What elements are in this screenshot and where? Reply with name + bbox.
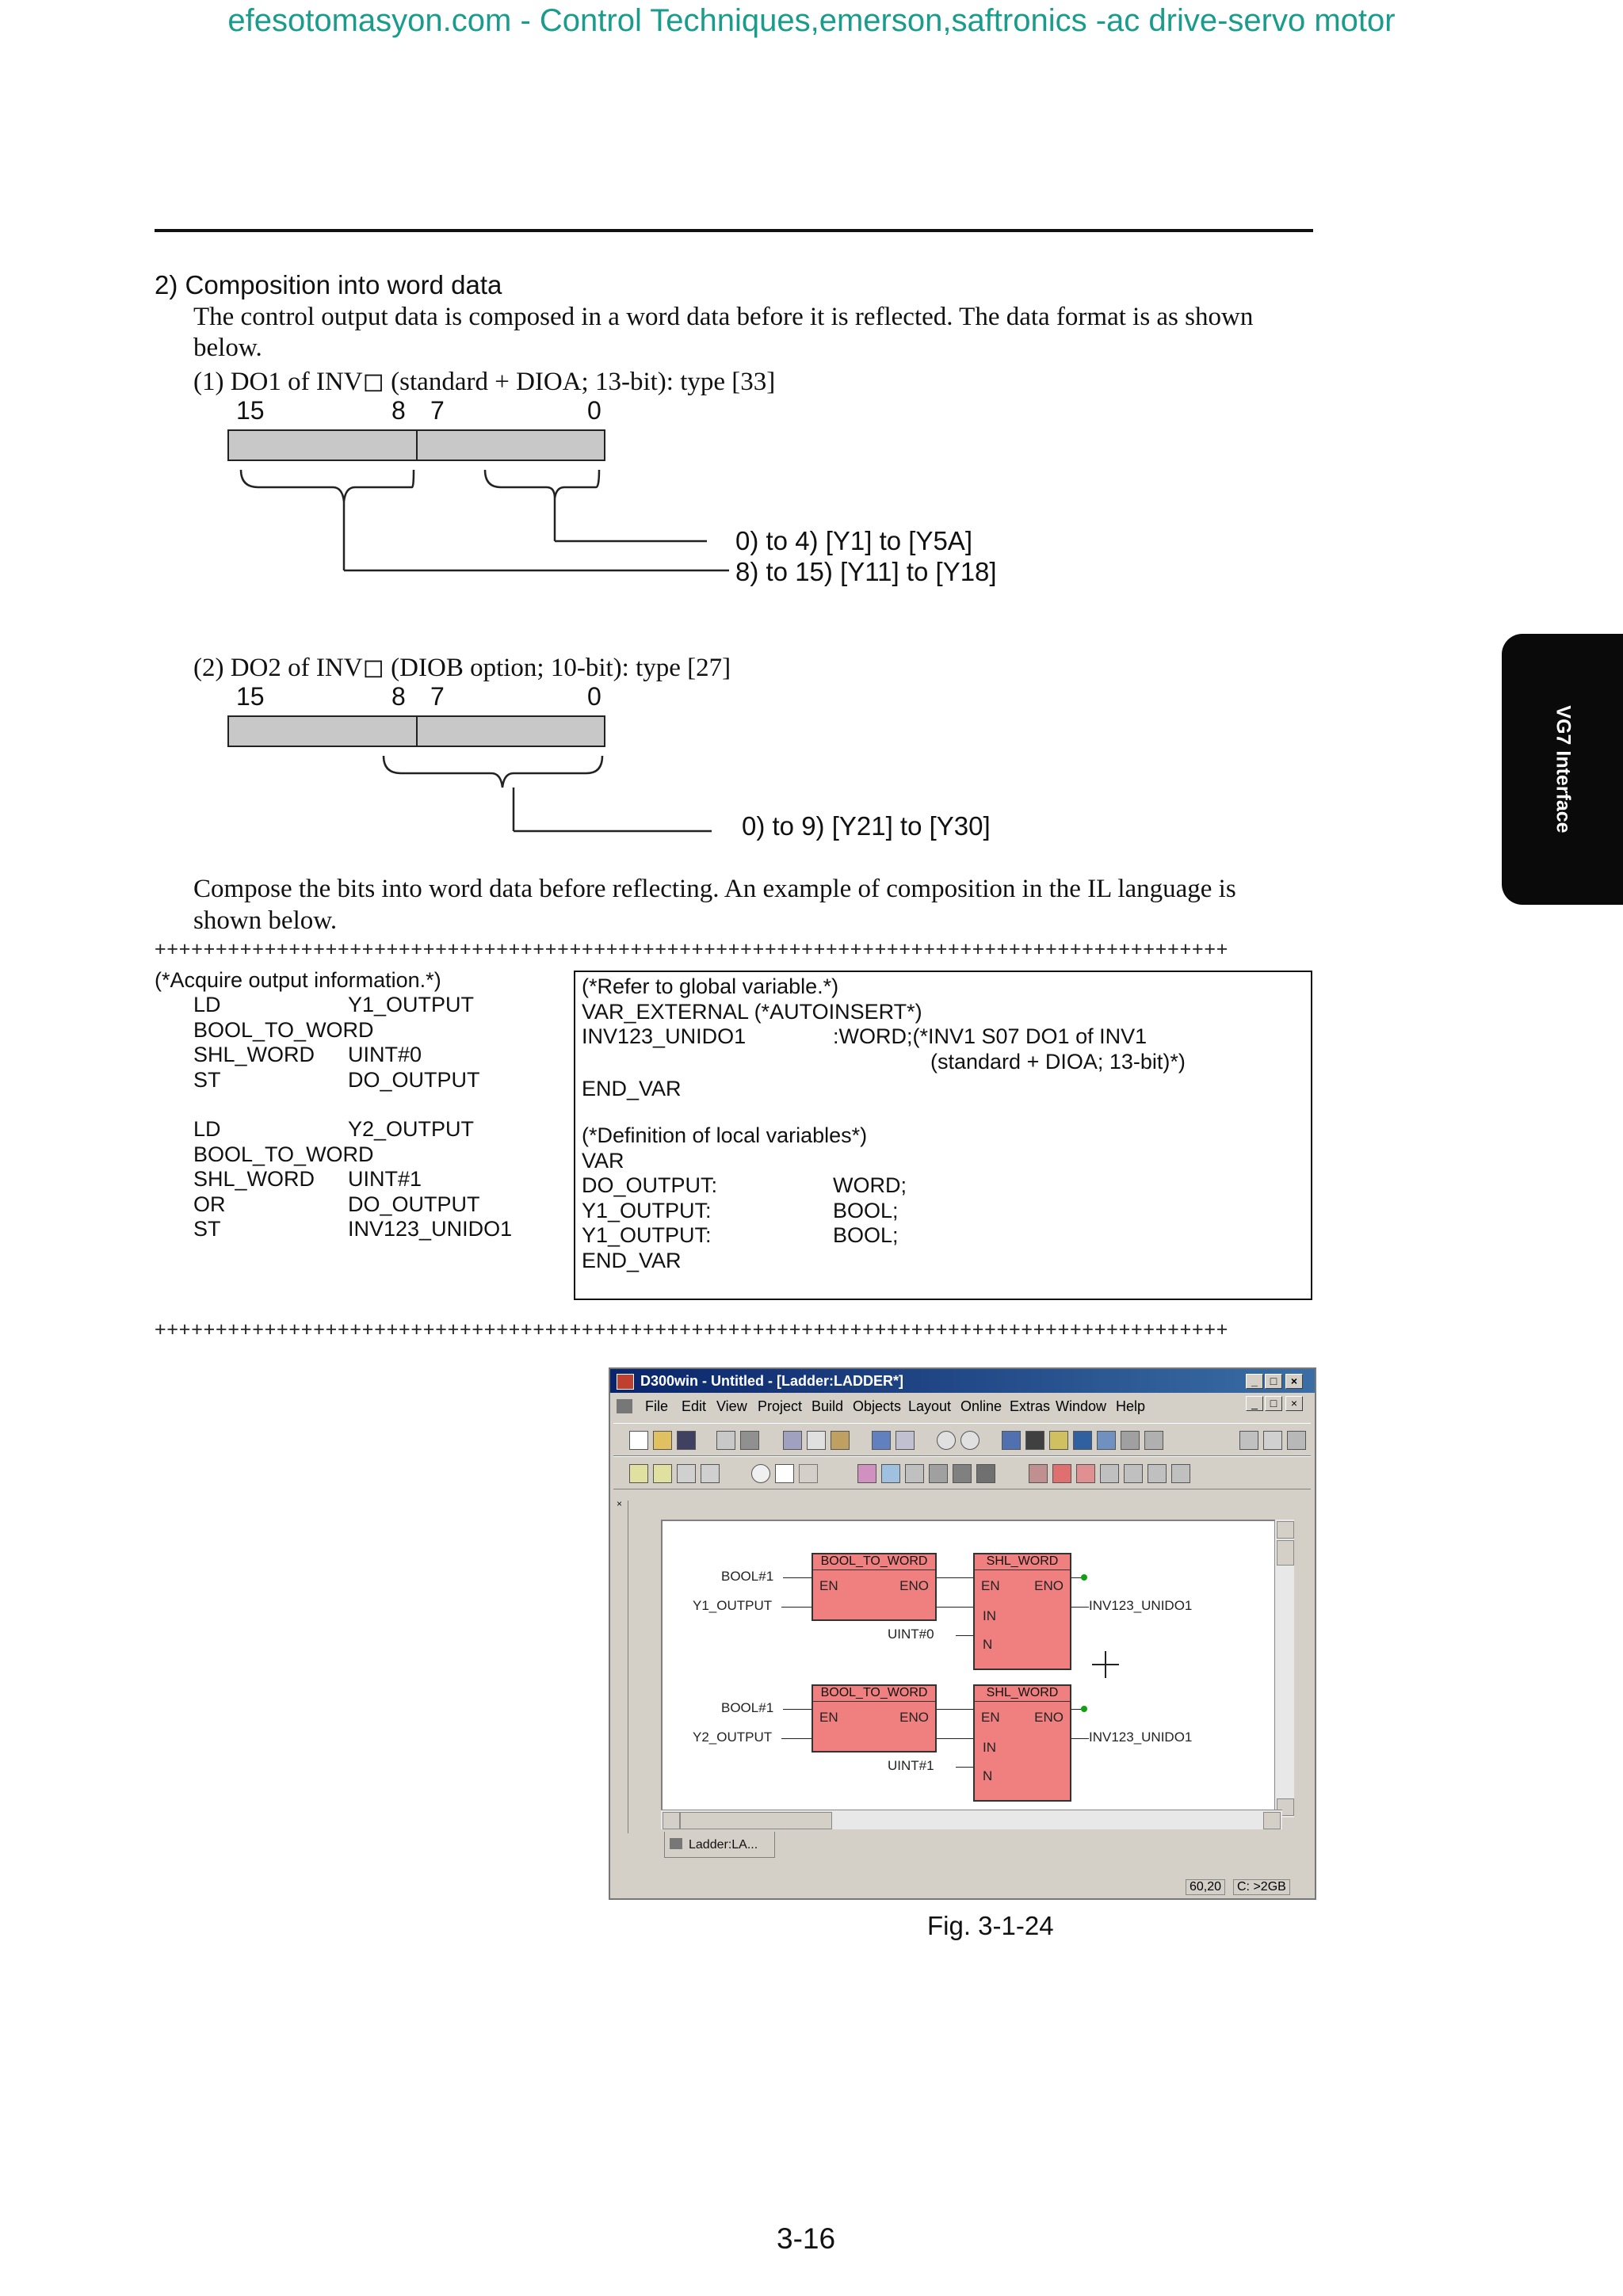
scroll-left-icon[interactable] bbox=[663, 1812, 680, 1829]
compose-line-2: shown below. bbox=[193, 906, 338, 935]
copy-icon[interactable] bbox=[807, 1431, 826, 1450]
separator-top: ++++++++++++++++++++++++++++++++++++++++++++++++++++++++++++++++++++++++++++++++++++++++ bbox=[155, 938, 1229, 960]
settings-icon[interactable] bbox=[1239, 1431, 1258, 1450]
coil-icon[interactable] bbox=[881, 1464, 900, 1483]
print-icon[interactable] bbox=[740, 1431, 759, 1450]
doc-close-icon[interactable]: × bbox=[1285, 1396, 1303, 1411]
var-inv-line-2: (standard + DIOA; 13-bit)*) bbox=[930, 1049, 1186, 1074]
var-keyword: VAR bbox=[582, 1148, 624, 1173]
il-comment: (*Acquire output information.*) bbox=[155, 968, 441, 992]
var-local-line: Y1_OUTPUT: BOOL; bbox=[582, 1198, 899, 1222]
il-line: SHL_WORD UINT#0 bbox=[193, 1043, 422, 1066]
tool-icon[interactable] bbox=[1263, 1431, 1282, 1450]
pin-in: IN bbox=[983, 1740, 996, 1755]
menu-bar bbox=[610, 1393, 1315, 1420]
pin-eno: ENO bbox=[1034, 1578, 1064, 1593]
fb-bool-to-word-1[interactable] bbox=[812, 1553, 937, 1621]
do2-bracket bbox=[372, 749, 721, 837]
line-icon[interactable] bbox=[799, 1464, 818, 1483]
il-line: OR DO_OUTPUT bbox=[193, 1192, 480, 1216]
separator-bottom: ++++++++++++++++++++++++++++++++++++++++++++++++++++++++++++++++++++++++++++++++++++++++ bbox=[155, 1318, 1229, 1341]
pin-in: IN bbox=[983, 1608, 996, 1623]
pin-n: N bbox=[983, 1768, 993, 1783]
do1-legend-1: 0) to 4) [Y1] to [Y5A] bbox=[735, 526, 972, 555]
wire bbox=[1071, 1607, 1089, 1608]
var-end-1: END_VAR bbox=[582, 1077, 682, 1100]
branch-icon[interactable] bbox=[1100, 1464, 1119, 1483]
window-icon[interactable] bbox=[1121, 1431, 1140, 1450]
page-number: 3-16 bbox=[777, 2222, 836, 2255]
il-line: LD Y1_OUTPUT bbox=[193, 993, 475, 1016]
output-var-2: INV123_UNIDO1 bbox=[1089, 1730, 1193, 1745]
branch-close-icon[interactable] bbox=[1124, 1464, 1143, 1483]
il-line: SHL_WORD UINT#1 bbox=[193, 1167, 422, 1191]
menu-build[interactable]: Build bbox=[812, 1398, 844, 1414]
fb-title: BOOL_TO_WORD bbox=[813, 1554, 935, 1570]
ladder-canvas[interactable] bbox=[661, 1520, 1282, 1817]
status-disk: C: >2GB bbox=[1233, 1879, 1290, 1895]
paste-icon[interactable] bbox=[831, 1431, 850, 1450]
pointer-icon[interactable] bbox=[775, 1464, 794, 1483]
il-line: ST INV123_UNIDO1 bbox=[193, 1217, 513, 1241]
side-tab bbox=[1502, 634, 1623, 905]
wire bbox=[783, 1709, 812, 1710]
menu-layout[interactable]: Layout bbox=[908, 1398, 952, 1414]
var-comment-global: (*Refer to global variable.*) bbox=[582, 974, 839, 998]
scroll-right-icon[interactable] bbox=[1263, 1812, 1281, 1829]
fb-shl-word-1[interactable] bbox=[973, 1553, 1071, 1670]
app-window bbox=[609, 1367, 1316, 1900]
task-icon[interactable] bbox=[1144, 1431, 1163, 1450]
var-external: VAR_EXTERNAL (*AUTOINSERT*) bbox=[582, 999, 922, 1024]
tab-label: Ladder:LA... bbox=[689, 1838, 758, 1852]
zoom-out-icon[interactable] bbox=[960, 1431, 980, 1450]
ladder-tab-icon bbox=[670, 1838, 682, 1849]
intro-line-2: below. bbox=[193, 334, 262, 362]
contact-icon[interactable] bbox=[857, 1464, 876, 1483]
contact-nc-icon[interactable] bbox=[1052, 1464, 1071, 1483]
top-rule bbox=[155, 229, 1313, 232]
do2-register bbox=[227, 715, 605, 747]
menu-file[interactable]: File bbox=[645, 1398, 669, 1414]
input-uint-0: UINT#0 bbox=[888, 1627, 934, 1642]
fb-bool-to-word-2[interactable] bbox=[812, 1684, 937, 1753]
menu-online[interactable]: Online bbox=[960, 1398, 1002, 1414]
eno-output-dot bbox=[1081, 1706, 1087, 1712]
intro-line-1: The control output data is composed in a word data before it is reflected. The data format is as shown bbox=[193, 303, 1254, 331]
insert-icon[interactable] bbox=[629, 1464, 648, 1483]
menu-edit[interactable]: Edit bbox=[682, 1398, 707, 1414]
list-icon[interactable] bbox=[1025, 1431, 1044, 1450]
minimize-icon[interactable]: _ bbox=[1246, 1374, 1263, 1389]
il-line: LD Y2_OUTPUT bbox=[193, 1117, 475, 1141]
menu-window[interactable]: Window bbox=[1056, 1398, 1107, 1414]
il-line: BOOL_TO_WORD bbox=[193, 1142, 374, 1166]
scroll-up-icon[interactable] bbox=[1277, 1521, 1294, 1539]
zoom-in-icon[interactable] bbox=[937, 1431, 956, 1450]
var-local-line: Y1_OUTPUT: BOOL; bbox=[582, 1223, 899, 1247]
pin-eno: ENO bbox=[899, 1578, 929, 1593]
window-title: D300win - Untitled - [Ladder:LADDER*] bbox=[640, 1373, 904, 1389]
status-position: 60,20 bbox=[1186, 1879, 1225, 1895]
pin-eno: ENO bbox=[1034, 1710, 1064, 1725]
horizontal-scrollbar[interactable] bbox=[661, 1810, 1282, 1829]
variables-icon[interactable] bbox=[701, 1464, 720, 1483]
fb-title: SHL_WORD bbox=[975, 1686, 1070, 1702]
toolbar-main bbox=[613, 1423, 1311, 1456]
wire bbox=[1071, 1738, 1089, 1739]
new-icon[interactable] bbox=[629, 1431, 648, 1450]
output-var-1: INV123_UNIDO1 bbox=[1089, 1598, 1193, 1613]
eno-output-dot bbox=[1081, 1574, 1087, 1581]
redo-icon[interactable] bbox=[896, 1431, 915, 1450]
table-icon[interactable] bbox=[677, 1464, 696, 1483]
save-icon[interactable] bbox=[677, 1431, 696, 1450]
return-icon[interactable] bbox=[929, 1464, 948, 1483]
app-icon bbox=[617, 1374, 634, 1390]
wire bbox=[937, 1607, 973, 1608]
pin-en: EN bbox=[981, 1578, 1000, 1593]
online-icon[interactable] bbox=[1073, 1431, 1092, 1450]
do1-register bbox=[227, 429, 605, 461]
vertical-scrollbar[interactable] bbox=[1274, 1520, 1294, 1817]
wire bbox=[783, 1577, 812, 1578]
status-bar bbox=[610, 1878, 1315, 1898]
wire bbox=[781, 1607, 812, 1608]
input-bool-2: BOOL#1 bbox=[721, 1700, 774, 1715]
menu-help[interactable]: Help bbox=[1116, 1398, 1146, 1414]
scroll-thumb[interactable] bbox=[1277, 1540, 1294, 1566]
pin-eno: ENO bbox=[899, 1710, 929, 1725]
close-icon[interactable]: × bbox=[1285, 1374, 1303, 1389]
wire bbox=[781, 1738, 812, 1739]
var-local-line: DO_OUTPUT: WORD; bbox=[582, 1173, 907, 1197]
do2-bit-15: 15 bbox=[236, 682, 265, 711]
tab-ladder[interactable] bbox=[664, 1832, 775, 1858]
fb-title: SHL_WORD bbox=[975, 1554, 1070, 1570]
pin-n: N bbox=[983, 1637, 993, 1652]
do1-bit-8: 8 bbox=[391, 396, 406, 425]
cut-icon[interactable] bbox=[783, 1431, 802, 1450]
do1-bit-7: 7 bbox=[430, 396, 445, 425]
do2-title: (2) DO2 of INV◻ (DIOB option; 10-bit): type [27] bbox=[193, 654, 731, 682]
jump-icon[interactable] bbox=[905, 1464, 924, 1483]
coil-out-icon[interactable] bbox=[1076, 1464, 1095, 1483]
do2-bit-7: 7 bbox=[430, 682, 445, 711]
site-header: efesotomasyon.com - Control Techniques,emerson,saftronics -ac drive-servo motor bbox=[227, 3, 1396, 38]
pin-en: EN bbox=[819, 1578, 838, 1593]
do1-bit-0: 0 bbox=[587, 396, 601, 425]
side-tab-label: VG7 Interface bbox=[1552, 705, 1574, 833]
wire bbox=[956, 1635, 973, 1636]
wire bbox=[937, 1709, 973, 1710]
debug-icon[interactable] bbox=[1097, 1431, 1116, 1450]
var-inv-line: INV123_UNIDO1 :WORD;(*INV1 S07 DO1 of INV1 bbox=[582, 1024, 1148, 1048]
compose-line-1: Compose the bits into word data before reflecting. An example of composition in the IL language is bbox=[193, 875, 1236, 903]
fb-shl-word-2[interactable] bbox=[973, 1684, 1071, 1802]
find-icon[interactable] bbox=[751, 1464, 770, 1483]
do2-legend-1: 0) to 9) [Y21] to [Y30] bbox=[742, 811, 991, 841]
il-line: BOOL_TO_WORD bbox=[193, 1017, 374, 1042]
do1-brackets bbox=[222, 463, 729, 582]
doc-icon bbox=[617, 1399, 632, 1413]
scroll-thumb[interactable] bbox=[680, 1812, 832, 1829]
menu-extras[interactable]: Extras bbox=[1010, 1398, 1051, 1414]
il-line: ST DO_OUTPUT bbox=[193, 1067, 480, 1092]
branch-end-icon[interactable] bbox=[1171, 1464, 1190, 1483]
build-icon[interactable] bbox=[1049, 1431, 1068, 1450]
doc-restore-icon[interactable]: □ bbox=[1265, 1396, 1282, 1411]
var-comment-local: (*Definition of local variables*) bbox=[582, 1123, 868, 1147]
view-icon[interactable] bbox=[1002, 1431, 1021, 1450]
print-preview-icon[interactable] bbox=[716, 1431, 735, 1450]
do1-bit-15: 15 bbox=[236, 396, 265, 425]
left-pane-edge bbox=[617, 1498, 628, 1833]
contact-no-icon[interactable] bbox=[1029, 1464, 1048, 1483]
fb-title: BOOL_TO_WORD bbox=[813, 1686, 935, 1702]
grid-icon[interactable] bbox=[1287, 1431, 1306, 1450]
menu-view[interactable]: View bbox=[716, 1398, 747, 1414]
pin-en: EN bbox=[981, 1710, 1000, 1725]
do1-legend-2: 8) to 15) [Y11] to [Y18] bbox=[735, 557, 997, 586]
var-end-2: END_VAR bbox=[582, 1248, 682, 1272]
open-icon[interactable] bbox=[653, 1431, 672, 1450]
document-tabs bbox=[661, 1829, 1282, 1860]
do2-bit-0: 0 bbox=[587, 682, 601, 711]
wire bbox=[956, 1767, 973, 1768]
doc-minimize-icon[interactable]: _ bbox=[1246, 1396, 1263, 1411]
input-bool-1: BOOL#1 bbox=[721, 1569, 774, 1584]
do2-bit-8: 8 bbox=[391, 682, 406, 711]
title-bar bbox=[610, 1369, 1315, 1393]
maximize-icon[interactable]: □ bbox=[1265, 1374, 1282, 1389]
undo-icon[interactable] bbox=[872, 1431, 891, 1450]
input-uint-1: UINT#1 bbox=[888, 1758, 934, 1773]
insert-row-icon[interactable] bbox=[653, 1464, 672, 1483]
figure-caption: Fig. 3-1-24 bbox=[927, 1911, 1054, 1940]
toolbar-ladder bbox=[613, 1456, 1311, 1489]
input-y1: Y1_OUTPUT bbox=[693, 1598, 773, 1613]
pane-close-icon[interactable]: × bbox=[617, 1498, 623, 1509]
block-icon[interactable] bbox=[976, 1464, 995, 1483]
wire bbox=[937, 1577, 973, 1578]
crosshair-cursor-icon bbox=[1105, 1651, 1106, 1678]
do1-title: (1) DO1 of INV◻ (standard + DIOA; 13-bit): type [33] bbox=[193, 368, 776, 396]
section-heading: 2) Composition into word data bbox=[155, 270, 502, 299]
pin-en: EN bbox=[819, 1710, 838, 1725]
fb-icon[interactable] bbox=[953, 1464, 972, 1483]
menu-project[interactable]: Project bbox=[758, 1398, 803, 1414]
wire bbox=[937, 1738, 973, 1739]
branch-parallel-icon[interactable] bbox=[1148, 1464, 1167, 1483]
menu-objects[interactable]: Objects bbox=[853, 1398, 902, 1414]
input-y2: Y2_OUTPUT bbox=[693, 1730, 773, 1745]
